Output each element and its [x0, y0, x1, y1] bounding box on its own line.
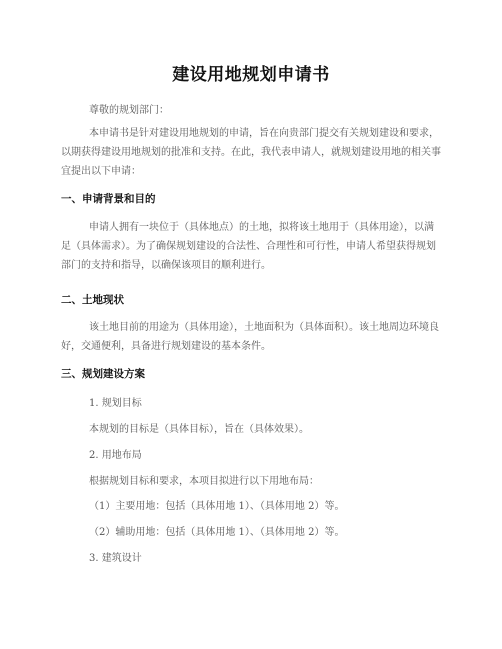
page-title: 建设用地规划申请书	[172, 65, 330, 85]
plan-item: 3. 建筑设计	[89, 553, 142, 564]
section-body-background: 申请人拥有一块位于（具体地点）的土地，拟将该土地用于（具体用途），以满足（具体需求）。为了确保规划建设的合法性、合理性和可行性，申请人希望获得规划部门的支持和指导，以确保该项目的顺利进行。	[61, 222, 436, 271]
plan-item: （1）主要用地：包括（具体用地 1）、（具体用地 2）等。	[89, 501, 345, 512]
plan-item: 2. 用地布局	[89, 450, 142, 461]
salutation: 尊敬的规划部门：	[89, 105, 169, 116]
plan-item: 本规划的目标是（具体目标），旨在（具体效果）。	[89, 424, 309, 435]
section-heading-plan: 三、规划建设方案	[61, 368, 145, 380]
plan-item: 根据规划目标和要求，本项目拟进行以下用地布局：	[89, 476, 319, 487]
section-heading-background: 一、申请背景和目的	[61, 193, 156, 205]
section-body-land-status: 该土地目前的用途为（具体用途），土地面积为（具体面积）。该土地周边环境良好，交通便利，具备进行规划建设的基本条件。	[61, 322, 439, 352]
plan-item: （2）辅助用地：包括（具体用地 1）、（具体用地 2）等。	[89, 527, 345, 538]
intro-paragraph: 本申请书是针对建设用地规划的申请，旨在向贵部门提交有关规划建设和要求，以期获得建设用地规划的批准和支持。在此，我代表申请人，就规划建设用地的相关事宜提出以下申请：	[61, 128, 441, 177]
plan-item: 1. 规划目标	[89, 398, 142, 409]
section-heading-land-status: 二、土地现状	[61, 294, 124, 306]
